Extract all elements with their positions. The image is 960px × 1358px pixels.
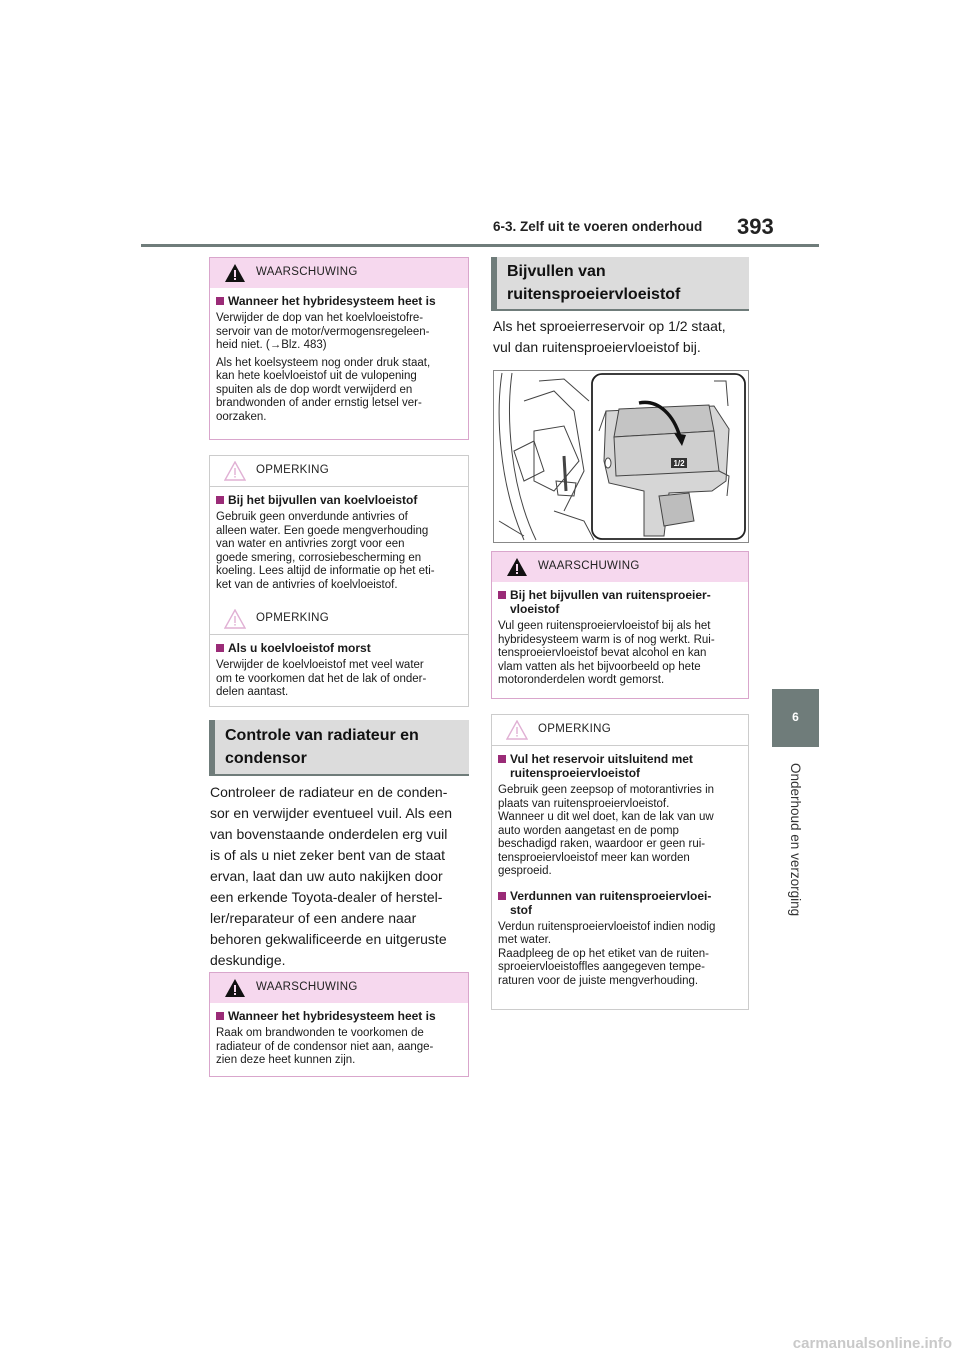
- bullet-square-icon: [216, 297, 224, 305]
- section-underline: [209, 774, 469, 776]
- bullet-square-icon: [498, 755, 506, 763]
- warning-text-2: Als het koelsysteem nog onder druk staat, kan hete koelvloeistof uit de vulopening spuiten als de dop wordt verwijderd en brandwonden of ander ernstig letsel ver- oorzaken.: [216, 356, 431, 423]
- warning-icon: [506, 557, 528, 577]
- note-heading-1: OPMERKING: [256, 464, 329, 476]
- section-heading-washer-fluid: Bijvullen van ruitensproeiervloeistof: [491, 257, 749, 309]
- note-heading: OPMERKING: [538, 723, 611, 735]
- note-item-title-2: Verdunnen van ruitensproeiervloei- stof: [498, 889, 742, 917]
- section-underline: [491, 309, 749, 311]
- warning-heading: WAARSCHUWING: [256, 981, 358, 993]
- bullet-square-icon: [216, 496, 224, 504]
- warning-item-title: Wanneer het hybridesysteem heet is: [216, 294, 462, 308]
- note-text-1: Gebruik geen zeepsop of motorantivries in plaats van ruitensproeiervloeistof. Wanneer u dit wel doet, kan de lak van uw auto worden aangetast en de pomp beschadigd raken, waardoor er geen rui- tensproeiervloeistof meer kan worden gesproeid.: [498, 784, 715, 877]
- note-header-1: [210, 456, 468, 487]
- note-box-coolant: [209, 455, 469, 707]
- watermark: carmanualsonline.info: [792, 1335, 952, 1352]
- warning-heading: WAARSCHUWING: [256, 266, 358, 278]
- note-item-title-1: Vul het reservoir uitsluitend met ruitensproeiervloeistof: [498, 752, 742, 780]
- header-divider: [141, 244, 819, 247]
- bullet-square-icon: [216, 1012, 224, 1020]
- warning-text: Raak om brandwonden te voorkomen de radiateur of de condensor niet aan, aange- zien deze heet kunnen zijn.: [216, 1027, 434, 1066]
- warning-icon: [224, 263, 246, 283]
- section-heading-radiator: Controle van radiateur en condensor: [209, 720, 469, 774]
- bullet-square-icon: [498, 591, 506, 599]
- warning-box-washer-fluid: [491, 551, 749, 699]
- warning-box-radiator-hot: [209, 972, 469, 1077]
- page-number: 393: [737, 214, 774, 239]
- note-text-2: Verdun ruitensproeiervloeistof indien nodig met water. Raadpleeg de op het etiket van de ruiten- sproeiervloeistoffles aangegeven tempe- raturen voor de juiste mengverhouding.: [498, 920, 716, 987]
- section-title: 6-3. Zelf uit te voeren onderhoud: [493, 219, 703, 234]
- note-item-title-1: Bij het bijvullen van koelvloeistof: [216, 493, 462, 507]
- warning-header: [210, 258, 468, 288]
- note-header-2: [210, 604, 468, 635]
- chapter-label-container: [770, 763, 820, 923]
- warning-header: [492, 552, 748, 582]
- engine-bay-drawing: [494, 371, 748, 542]
- warning-header: [210, 973, 468, 1003]
- warning-box-hot-system: [209, 257, 469, 440]
- warning-icon: [224, 978, 246, 998]
- radiator-paragraph: Controleer de radiateur en de conden- sor en verwijder eventueel vuil. Als een van bovenstaande onderdelen erg vuil is of als u niet zeker bent van de staat ervan, laat dan uw auto nakijken door een erkende Toyota-dealer of herstel- ler/reparateur of een andere naar behoren gekwalificeerde en uitgeruste deskundige.: [210, 784, 453, 968]
- caution-icon: [224, 609, 246, 629]
- note-heading-2: OPMERKING: [256, 612, 329, 624]
- chapter-label: Onderhoud en verzorging: [788, 763, 803, 917]
- warning-text-1: Verwijder de dop van het koelvloeistofre- servoir van de motor/vermogensregeleen- heid niet. (→Blz. 483): [216, 312, 430, 351]
- caution-icon: [224, 461, 246, 481]
- washer-reservoir-illustration: [493, 370, 749, 543]
- warning-text: Vul geen ruitensproeiervloeistof bij als het hybridesysteem warm is of nog werkt. Rui- tensproeiervloeistof bevat alcohol en kan vlam vatten als het bijvoorbeeld op hete motoronderdelen wordt gemorst.: [498, 620, 715, 686]
- note-box-washer-fluid: [491, 714, 749, 1010]
- chapter-number: 6: [792, 710, 799, 724]
- washer-paragraph: Als het sproeierreservoir op 1/2 staat, vul dan ruitensproeiervloeistof bij.: [493, 318, 726, 355]
- note-header: [492, 715, 748, 746]
- caution-icon: [506, 720, 528, 740]
- bullet-square-icon: [498, 892, 506, 900]
- illustration-level-label: 1/2: [673, 459, 685, 468]
- note-text-2: Verwijder de koelvloeistof met veel water om te voorkomen dat het de lak of onder- delen aantast.: [216, 659, 427, 698]
- note-item-title-2: Als u koelvloeistof morst: [216, 641, 462, 655]
- warning-item-title: Wanneer het hybridesysteem heet is: [216, 1009, 462, 1023]
- note-text-1: Gebruik geen onverdunde antivries of alleen water. Een goede mengverhouding van water en antivries zorgt voor een goede smering, corrosiebescherming en koeling. Lees altijd de informatie op het eti- ket van de antivries of koelvloeistof.: [216, 511, 435, 591]
- bullet-square-icon: [216, 644, 224, 652]
- warning-item-title: Bij het bijvullen van ruitensproeier- vloeistof: [498, 588, 742, 616]
- warning-heading: WAARSCHUWING: [538, 560, 640, 572]
